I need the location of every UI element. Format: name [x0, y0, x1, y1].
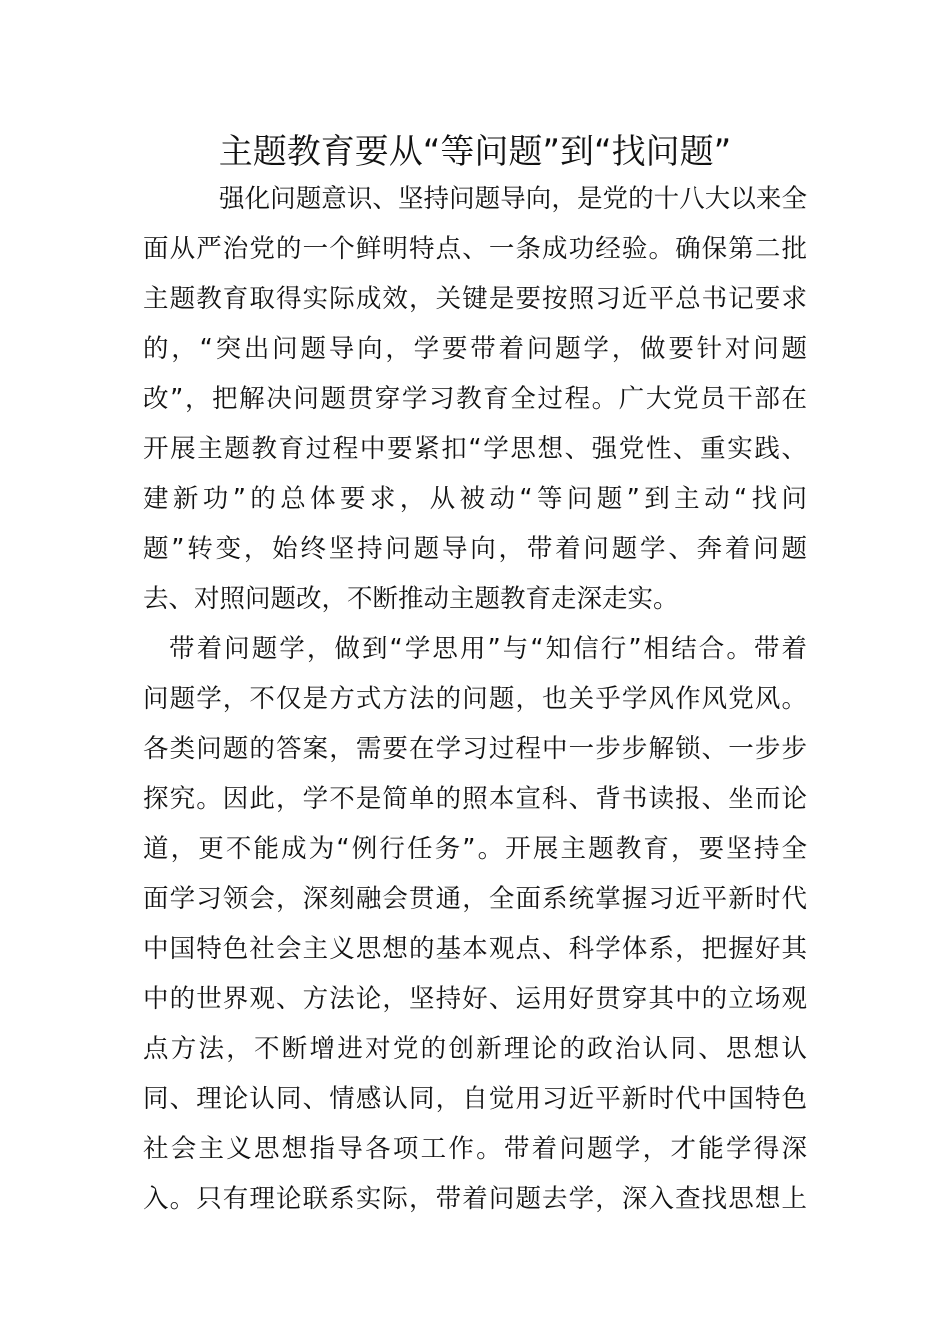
paragraph-2-line-4: 探究。因此，学不是简单的照本宣科、背书读报、坐而论	[143, 784, 807, 814]
paragraph-1-line-6: 开展主题教育过程中要紧扣“学思想、强党性、重实践、	[143, 434, 807, 464]
paragraph-2-line-7: 中国特色社会主义思想的基本观点、科学体系，把握好其	[143, 934, 807, 964]
paragraph-1-line-5: 改”，把解决问题贯穿学习教育全过程。广大党员干部在	[143, 384, 807, 414]
paragraph-1-line-3: 主题教育取得实际成效，关键是要按照习近平总书记要求	[143, 284, 807, 314]
paragraph-2-line-6: 面学习领会，深刻融会贯通，全面系统掌握习近平新时代	[143, 884, 807, 914]
paragraph-1-line-9: 去、对照问题改，不断推动主题教育走深走实。	[143, 584, 679, 614]
paragraph-2-line-8: 中的世界观、方法论，坚持好、运用好贯穿其中的立场观	[143, 984, 807, 1014]
paragraph-1-line-2: 面从严治党的一个鲜明特点、一条成功经验。确保第二批	[143, 234, 807, 264]
paragraph-2-line-12: 入。只有理论联系实际，带着问题去学，深入查找思想上	[143, 1184, 807, 1214]
paragraph-2-line-11: 社会主义思想指导各项工作。带着问题学，才能学得深	[143, 1134, 807, 1164]
paragraph-2-line-5: 道，更不能成为“例行任务”。开展主题教育，要坚持全	[143, 834, 807, 864]
paragraph-2-line-3: 各类问题的答案，需要在学习过程中一步步解锁、一步步	[143, 734, 807, 764]
paragraph-1-line-4: 的，“突出问题导向，学要带着问题学，做要针对问题	[143, 334, 807, 364]
paragraph-2-line-2: 问题学，不仅是方式方法的问题，也关乎学风作风党风。	[143, 684, 807, 714]
paragraph-1-line-7: 建新功”的总体要求，从被动“等问题”到主动“找问	[143, 484, 807, 514]
paragraph-1-line-1: 强化问题意识、坚持问题导向，是党的十八大以来全	[219, 184, 807, 214]
document-body	[143, 174, 807, 1224]
paragraph-2-line-10: 同、理论认同、情感认同，自觉用习近平新时代中国特色	[143, 1084, 807, 1114]
paragraph-2-line-9: 点方法，不断增进对党的创新理论的政治认同、思想认	[143, 1034, 807, 1064]
paragraph-2-line-1: 带着问题学，做到“学思用”与“知信行”相结合。带着	[169, 634, 807, 664]
paragraph-1-line-8: 题”转变，始终坚持问题导向，带着问题学、奔着问题	[143, 534, 807, 564]
document-title: 主题教育要从“等问题”到“找问题”	[218, 132, 732, 172]
